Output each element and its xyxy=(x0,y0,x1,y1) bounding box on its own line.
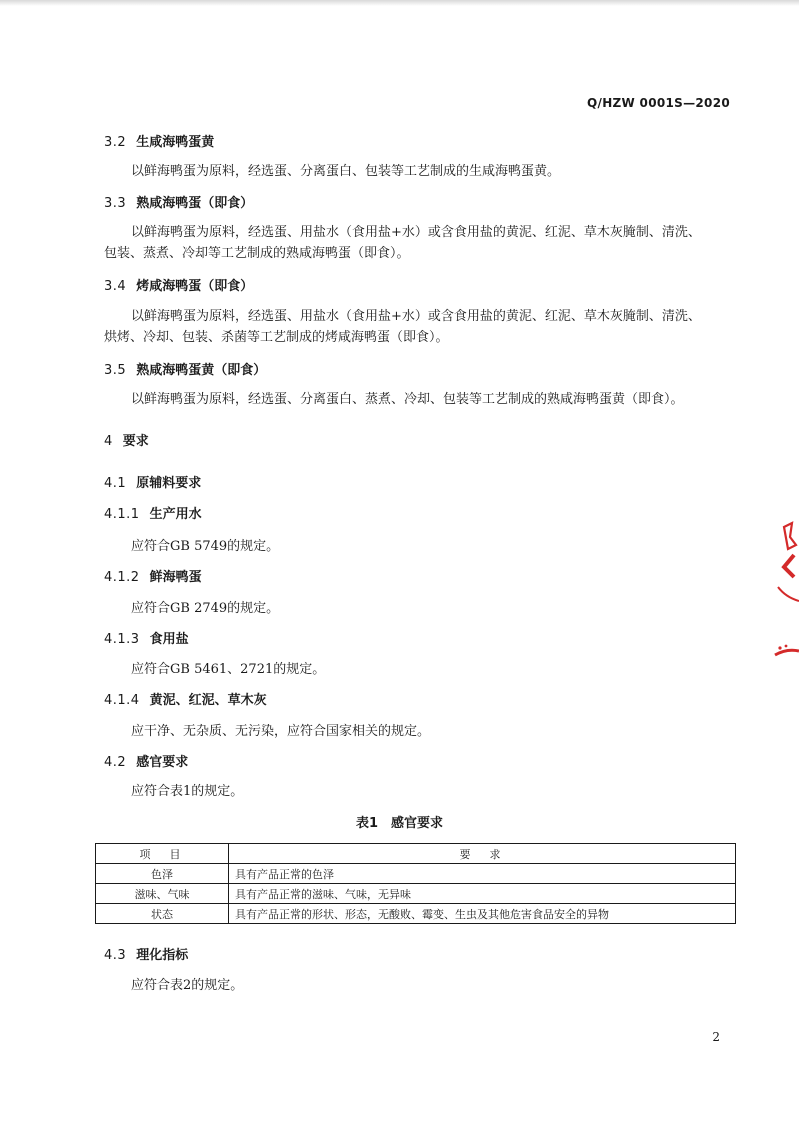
section-number: 3.5 xyxy=(104,363,127,378)
section-number: 3.3 xyxy=(104,196,127,211)
section-title: 生产用水 xyxy=(149,507,202,522)
paragraph-line: 以鲜海鸭蛋为原料，经选蛋、分离蛋白、包装等工艺制成的生咸海鸭蛋黄。 xyxy=(131,164,561,179)
paragraph-line: 应符合GB 2749的规定。 xyxy=(131,601,280,616)
section-heading-4-1 xyxy=(104,472,201,491)
section-heading-4-1-1 xyxy=(104,503,202,522)
section-heading-4-3 xyxy=(104,944,188,963)
section-number: 4.2 xyxy=(104,755,127,770)
sensory-requirements-table xyxy=(95,843,736,924)
table-row xyxy=(96,884,736,904)
page-number: 2 xyxy=(712,1030,720,1044)
table-row xyxy=(96,904,736,924)
section-heading-3-2 xyxy=(104,131,214,150)
section-heading-3-5 xyxy=(104,359,266,378)
section-title: 生咸海鸭蛋黄 xyxy=(136,135,215,150)
section-number: 4.1.4 xyxy=(104,693,140,708)
paragraph-line: 包装、蒸煮、冷却等工艺制成的熟咸海鸭蛋（即食）。 xyxy=(104,246,410,261)
paragraph-line: 以鲜海鸭蛋为原料，经选蛋、用盐水（食用盐+水）或含食用盐的黄泥、红泥、草木灰腌制、清洗、 xyxy=(131,225,701,240)
section-title: 熟咸海鸭蛋黄（即食） xyxy=(136,363,267,378)
paragraph-line: 烘烤、冷却、包装、杀菌等工艺制成的烤咸海鸭蛋（即食）。 xyxy=(104,330,449,345)
section-number: 4.1 xyxy=(104,476,127,491)
section-heading-4-1-2 xyxy=(104,566,202,585)
section-number: 4 xyxy=(104,434,113,449)
paragraph-line: 应符合表2的规定。 xyxy=(131,978,244,993)
section-title: 烤咸海鸭蛋（即食） xyxy=(136,279,254,294)
table-cell-item: 色泽 xyxy=(96,864,229,884)
table-cell-requirement: 具有产品正常的色泽 xyxy=(229,864,736,884)
section-number: 4.1.3 xyxy=(104,632,140,647)
section-heading-4-1-4 xyxy=(104,689,267,708)
table-cell-requirement: 具有产品正常的形状、形态，无酸败、霉变、生虫及其他危害食品安全的异物 xyxy=(229,904,736,924)
table-header-requirement: 要 求 xyxy=(229,844,736,864)
section-title: 要求 xyxy=(122,434,149,449)
paragraph-line: 应符合表1的规定。 xyxy=(131,784,244,799)
section-title: 食用盐 xyxy=(149,632,189,647)
section-number: 4.3 xyxy=(104,948,127,963)
paragraph-line: 以鲜海鸭蛋为原料，经选蛋、分离蛋白、蒸煮、冷却、包装等工艺制成的熟咸海鸭蛋黄（即食）。 xyxy=(131,392,684,407)
section-title: 理化指标 xyxy=(136,948,189,963)
section-number: 4.1.2 xyxy=(104,570,140,585)
table-row xyxy=(96,864,736,884)
section-number: 3.2 xyxy=(104,135,127,150)
section-title: 鲜海鸭蛋 xyxy=(149,570,202,585)
paragraph-line: 应符合GB 5749的规定。 xyxy=(131,539,280,554)
standard-code: Q/HZW 0001S—2020 xyxy=(587,96,730,110)
table-cell-item: 状态 xyxy=(96,904,229,924)
seal-stamp-fragment xyxy=(770,515,799,675)
section-heading-4-1-3 xyxy=(104,628,189,647)
section-heading-4 xyxy=(104,430,149,449)
section-heading-3-4 xyxy=(104,275,253,294)
section-heading-3-3 xyxy=(104,192,253,211)
table-header-item: 项 目 xyxy=(96,844,229,864)
section-number: 4.1.1 xyxy=(104,507,140,522)
table-header-row xyxy=(96,844,736,864)
paragraph-line: 以鲜海鸭蛋为原料，经选蛋、用盐水（食用盐+水）或含食用盐的黄泥、红泥、草木灰腌制、清洗、 xyxy=(131,309,701,324)
section-number: 3.4 xyxy=(104,279,127,294)
paragraph-line: 应符合GB 5461、2721的规定。 xyxy=(131,662,326,677)
section-heading-4-2 xyxy=(104,751,188,770)
table-cell-requirement: 具有产品正常的滋味、气味，无异味 xyxy=(229,884,736,904)
paragraph-line: 应干净、无杂质、无污染，应符合国家相关的规定。 xyxy=(131,724,431,739)
table-title: 表1 感官要求 xyxy=(355,816,444,831)
section-title: 熟咸海鸭蛋（即食） xyxy=(136,196,254,211)
table-cell-item: 滋味、气味 xyxy=(96,884,229,904)
scan-edge xyxy=(0,0,799,6)
section-title: 原辅料要求 xyxy=(136,476,202,491)
section-title: 黄泥、红泥、草木灰 xyxy=(149,693,267,708)
section-title: 感官要求 xyxy=(136,755,189,770)
